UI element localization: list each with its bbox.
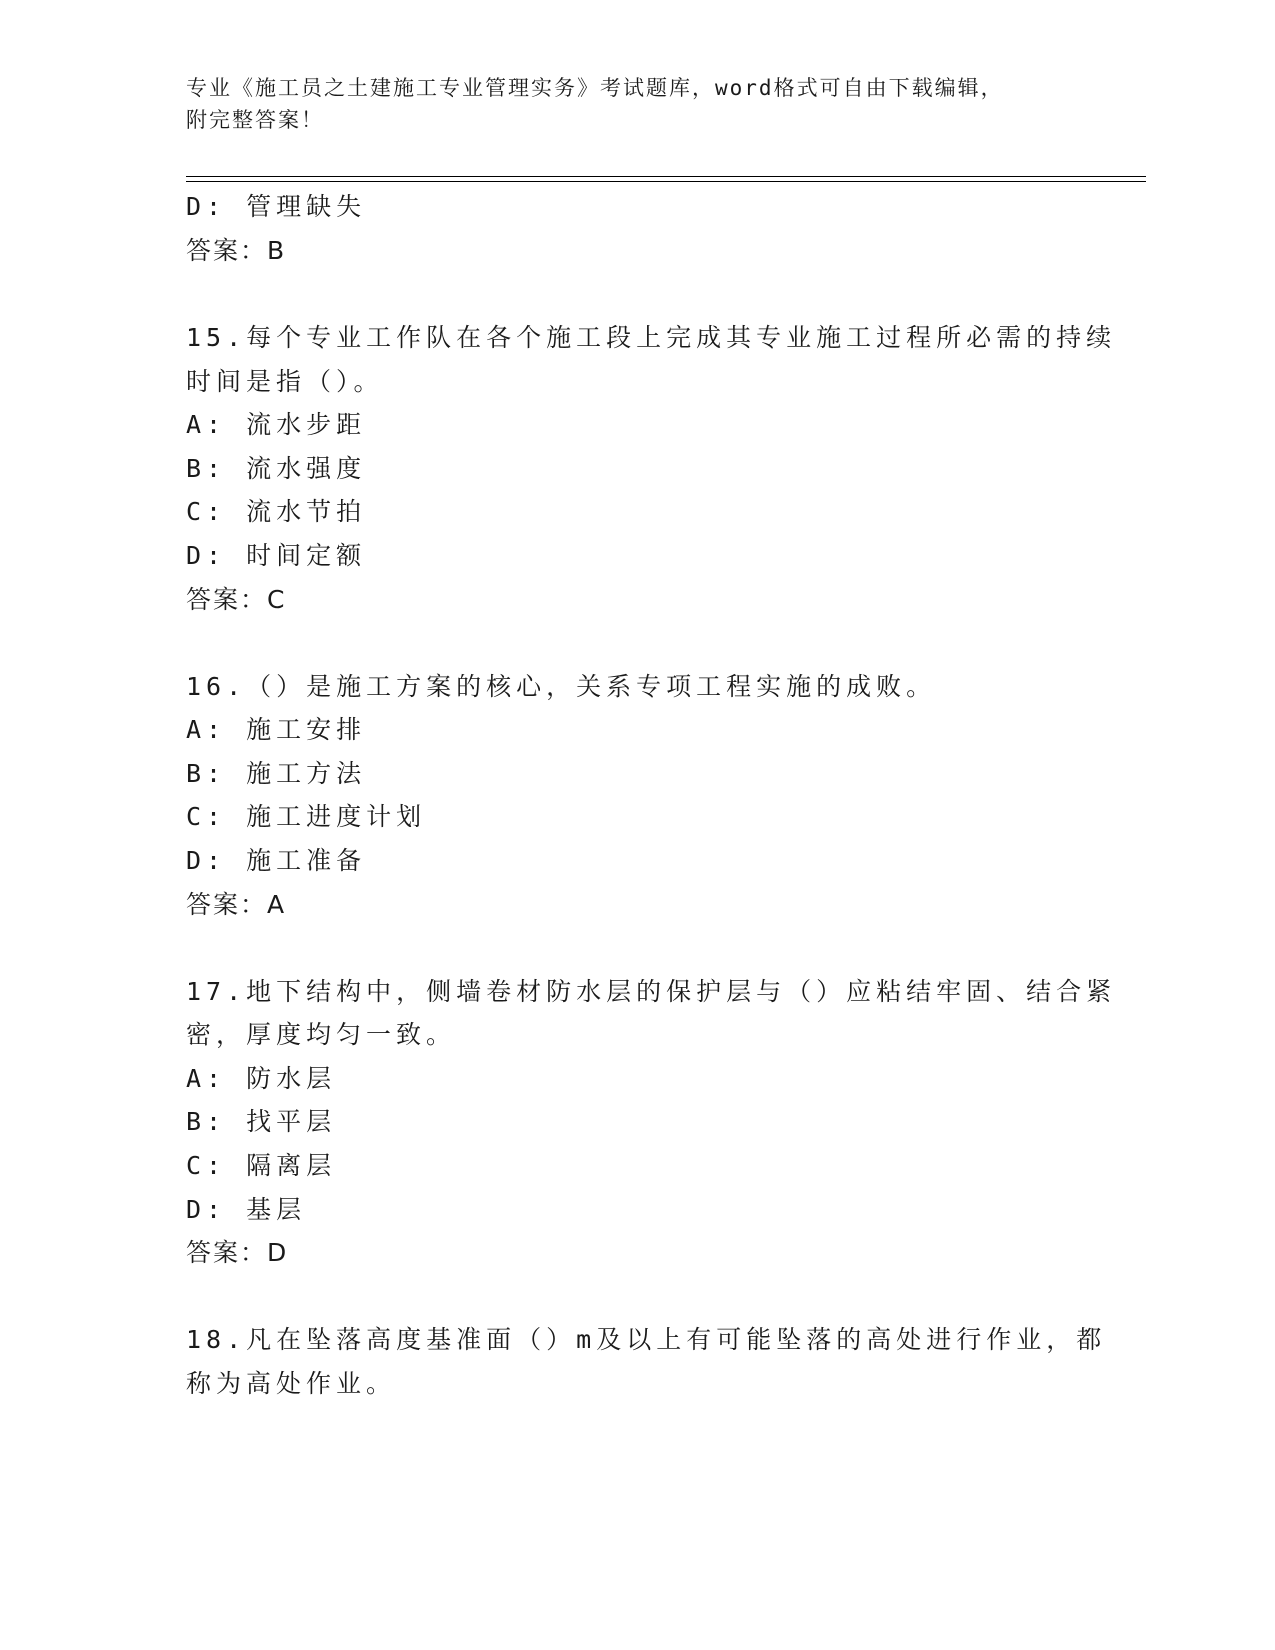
q15-option-c: C: 流水节拍 [186,497,367,526]
q15-answer: 答案：C [186,585,287,614]
q15-stem-line2: 时间是指（）。 [186,367,384,396]
q15-option-a: A: 流水步距 [186,410,367,439]
q16-option-a: A: 施工安排 [186,715,367,744]
document-header [186,72,1086,136]
q17-answer: 答案：D [186,1238,289,1267]
q18-stem-line2: 称为高处作业。 [186,1369,397,1398]
q15-option-d: D: 时间定额 [186,541,367,570]
q16-answer: 答案：A [186,890,287,919]
q16-option-c: C: 施工进度计划 [186,802,427,831]
q17-option-a: A: 防水层 [186,1064,337,1093]
q15-stem-line1: 15.每个专业工作队在各个施工段上完成其专业施工过程所必需的持续 [186,323,1117,352]
q17-option-c: C: 隔离层 [186,1151,337,1180]
q17-stem-line1: 17.地下结构中，侧墙卷材防水层的保护层与（）应粘结牢固、结合紧 [186,977,1117,1006]
prev-option-d: D: 管理缺失 [186,192,367,221]
q17-option-d: D: 基层 [186,1195,307,1224]
q18-stem-line1: 18.凡在坠落高度基准面（）m及以上有可能坠落的高处进行作业，都 [186,1325,1107,1354]
q16-option-d: D: 施工准备 [186,846,367,875]
q17-option-b: B: 找平层 [186,1107,337,1136]
header-divider-top [186,176,1146,177]
q16-option-b: B: 施工方法 [186,759,367,788]
prev-answer: 答案：B [186,236,287,265]
header-divider-bottom [186,181,1146,182]
q17-stem-line2: 密，厚度均匀一致。 [186,1020,457,1049]
header-line-2: 附完整答案！ [186,108,324,132]
q16-stem-line1: 16.（）是施工方案的核心，关系专项工程实施的成败。 [186,672,937,701]
q15-option-b: B: 流水强度 [186,454,367,483]
header-line-1: 专业《施工员之土建施工专业管理实务》考试题库，word格式可自由下载编辑， [186,76,1004,100]
